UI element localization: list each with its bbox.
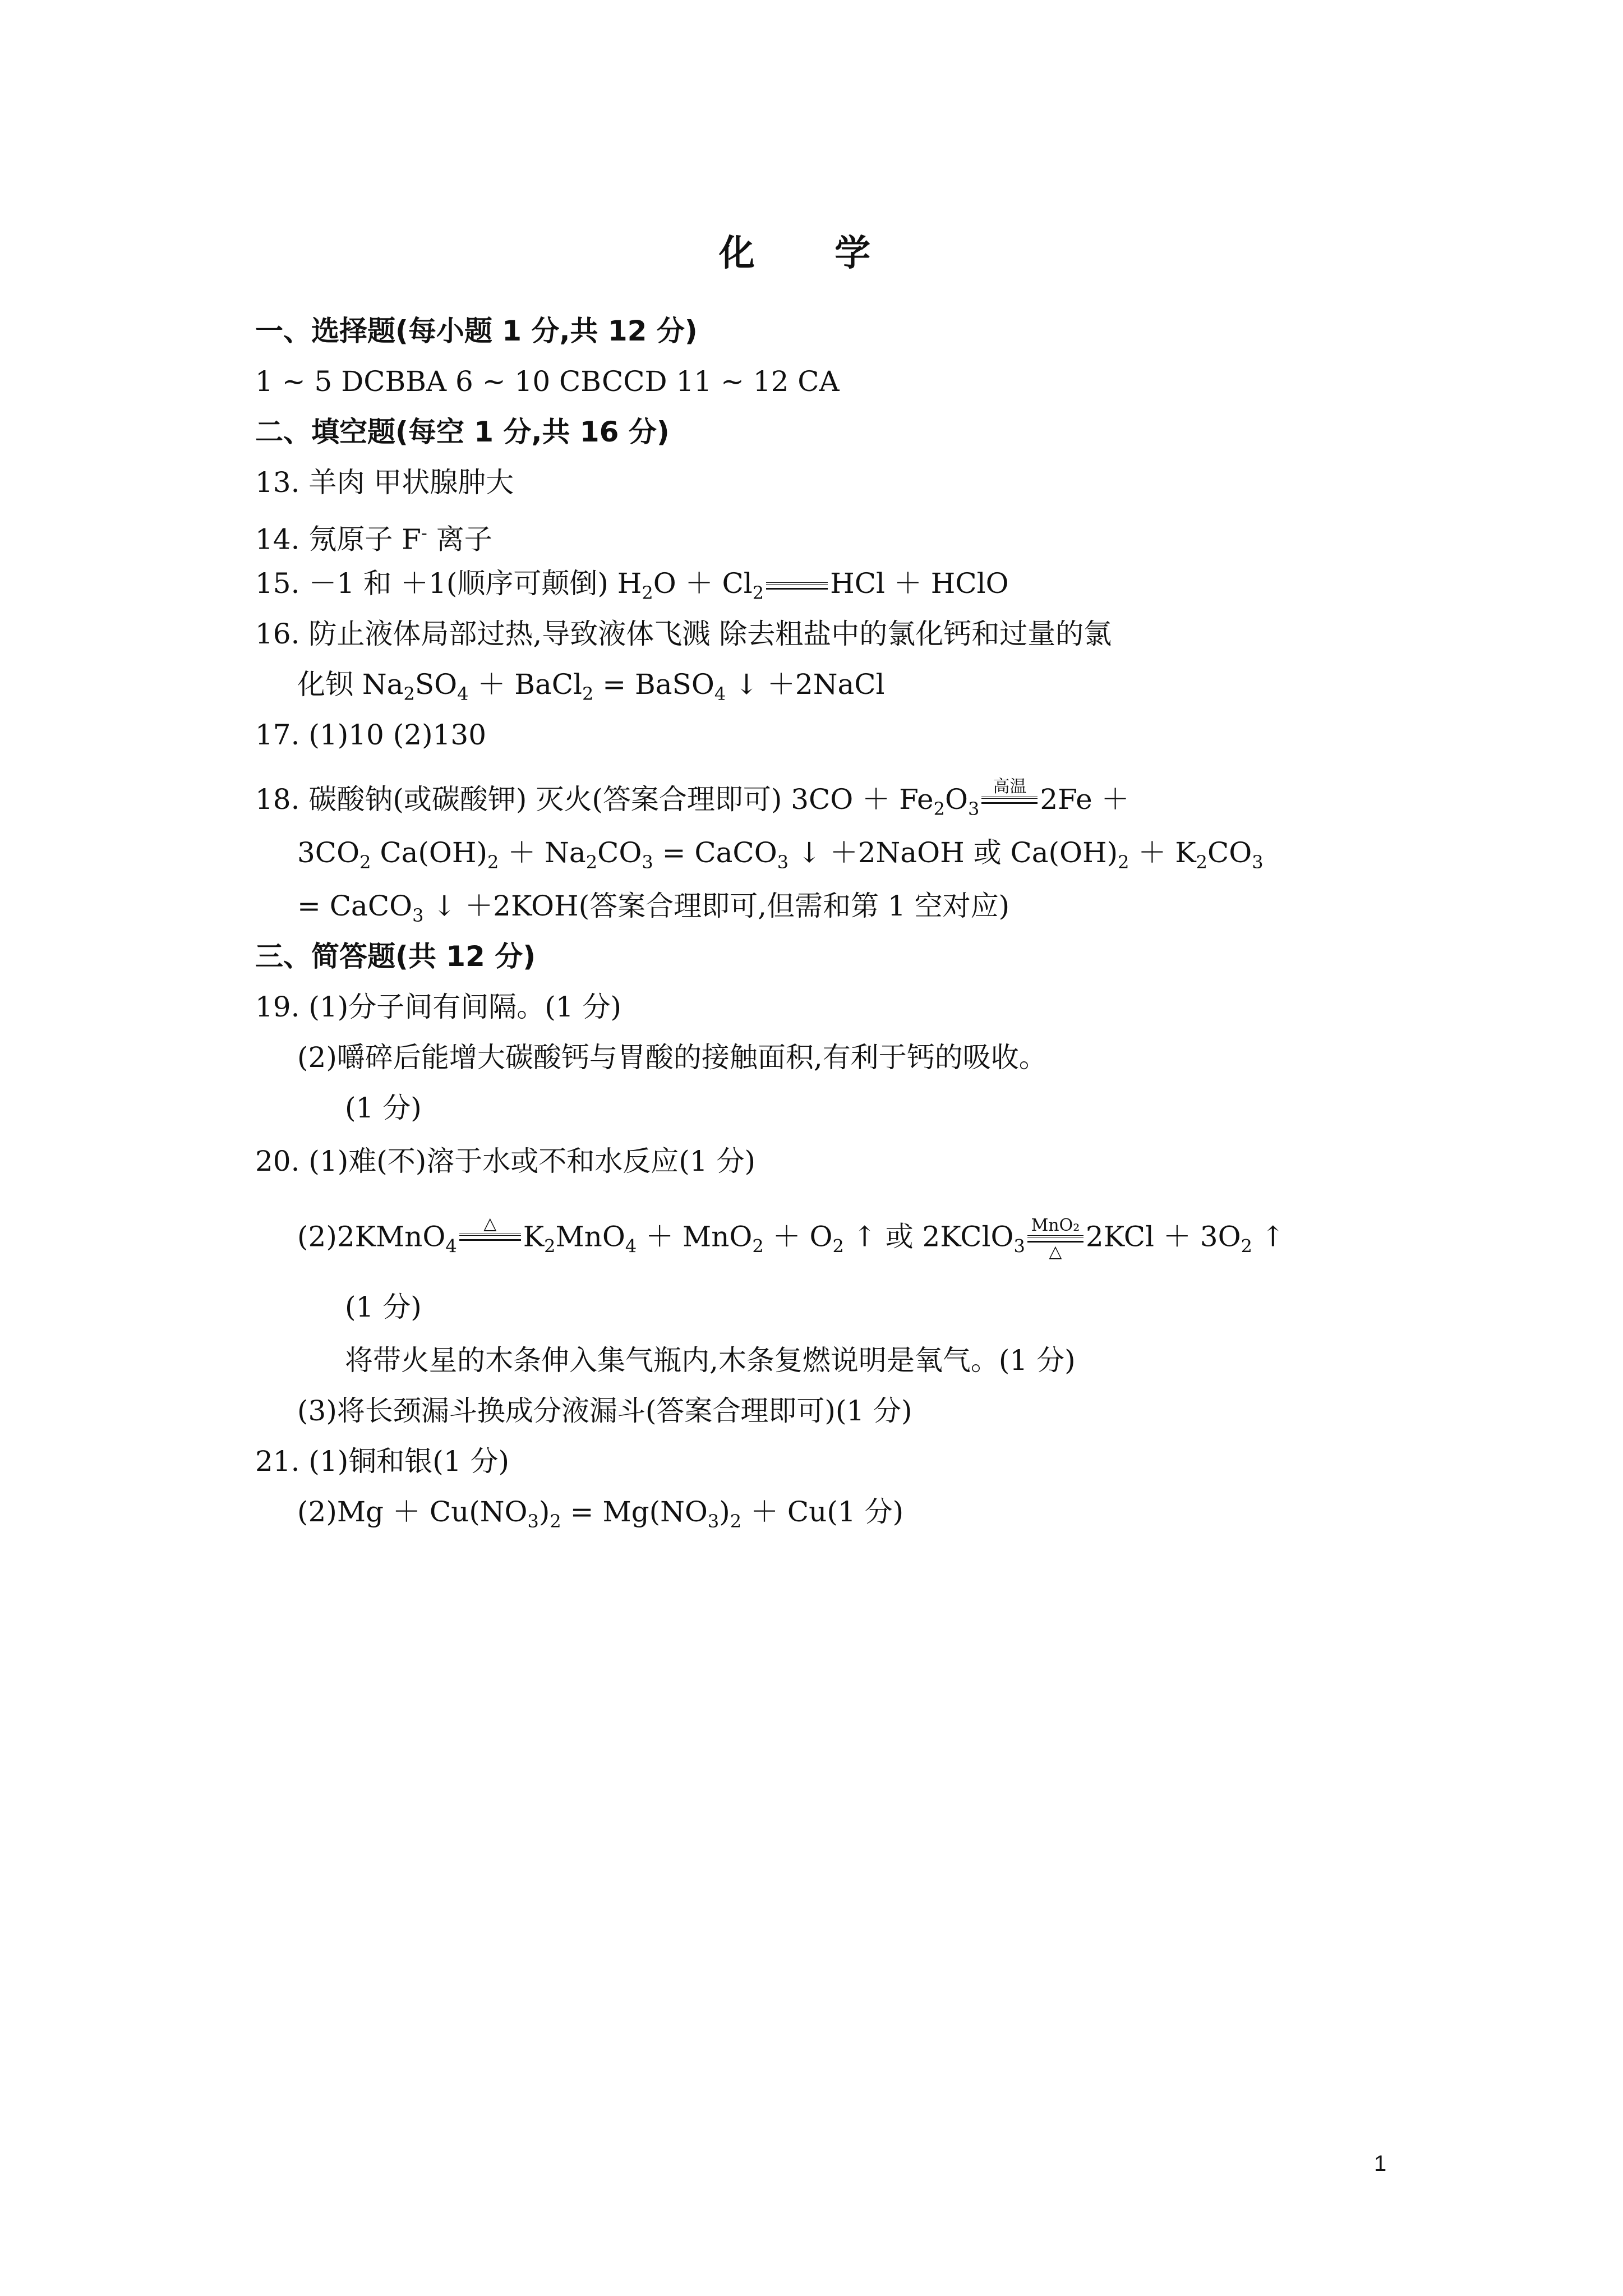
q20-part2-test: 将带火星的木条伸入集气瓶内,木条复燃说明是氧气。(1 分) <box>345 1344 1076 1377</box>
q20-part3: (3)将长颈漏斗换成分液漏斗(答案合理即可)(1 分) <box>297 1395 912 1427</box>
q16-answer-line1: 16. 防止液体局部过热,导致液体飞溅 除去粗盐中的氯化钙和过量的氯 <box>255 618 1112 650</box>
q18-answer-line1: 18. 碳酸钠(或碳酸钾) 灭火(答案合理即可) $3CO + Fe_2O_3$ 高温 2Fe ＋ <box>255 776 1129 820</box>
section3-heading: 三、简答题(共 12 分) <box>255 940 536 973</box>
q19-part1: 19. (1)分子间有间隔。(1 分) <box>255 991 621 1023</box>
q14-answer: 14. 氖原子 F- 离子 <box>255 522 492 556</box>
q21-part2: $(2)Mg + Cu(NO_3)_2 = Mg(NO_3)_2 + Cu(1$ 分) <box>297 1496 904 1532</box>
q20-part2: (2)2KMnO$_4$ △ $K_2MnO_4 + MnO_2 + O_2$ ↑ 或 2KClO$_3$ MnO₂ △ $2KCl + 3O_2$ ↑ <box>297 1214 1285 1262</box>
q19-part2: (2)嚼碎后能增大碳酸钙与胃酸的接触面积,有利于钙的吸收。 <box>297 1041 1047 1074</box>
q16-answer-line2: 化钡 $Na_2SO_4$ ＋ BaCl$_2$ = BaSO$_4$ ↓ ＋2NaCl <box>297 668 885 705</box>
section1-heading: 一、选择题(每小题 1 分,共 12 分) <box>255 315 698 347</box>
section2-heading: 二、填空题(每空 1 分,共 16 分) <box>255 416 670 448</box>
page-title: 化 学 <box>718 233 905 274</box>
page-number: 1 <box>1374 2151 1387 2176</box>
q21-part1: 21. (1)铜和银(1 分) <box>255 1445 509 1478</box>
q15-answer: 15. －1 和 ＋1(顺序可颠倒) $H_2O + Cl_2$ HCl ＋ HClO <box>255 567 1009 604</box>
q13-answer: 13. 羊肉 甲状腺肿大 <box>255 466 514 499</box>
q20-part2-score: (1 分) <box>345 1291 422 1323</box>
q19-part2-score: (1 分) <box>345 1092 422 1124</box>
q18-answer-line3: = CaCO$_3$ ↓ ＋2KOH(答案合理即可,但需和第 1 空对应) <box>297 890 1010 926</box>
q20-part1: 20. (1)难(不)溶于水或不和水反应(1 分) <box>255 1145 755 1177</box>
choice-answers: 1 ~ 5 DCBBA 6 ~ 10 CBCCD 11 ~ 12 CA <box>255 365 840 398</box>
q18-answer-line2: $3CO_2$ $Ca(OH)_2 + Na_2CO_3$ = CaCO$_3$ ↓ ＋2NaOH 或 $Ca(OH)_2 + K_2CO_3$ <box>297 836 1264 873</box>
q17-answer: 17. (1)10 (2)130 <box>255 719 487 751</box>
